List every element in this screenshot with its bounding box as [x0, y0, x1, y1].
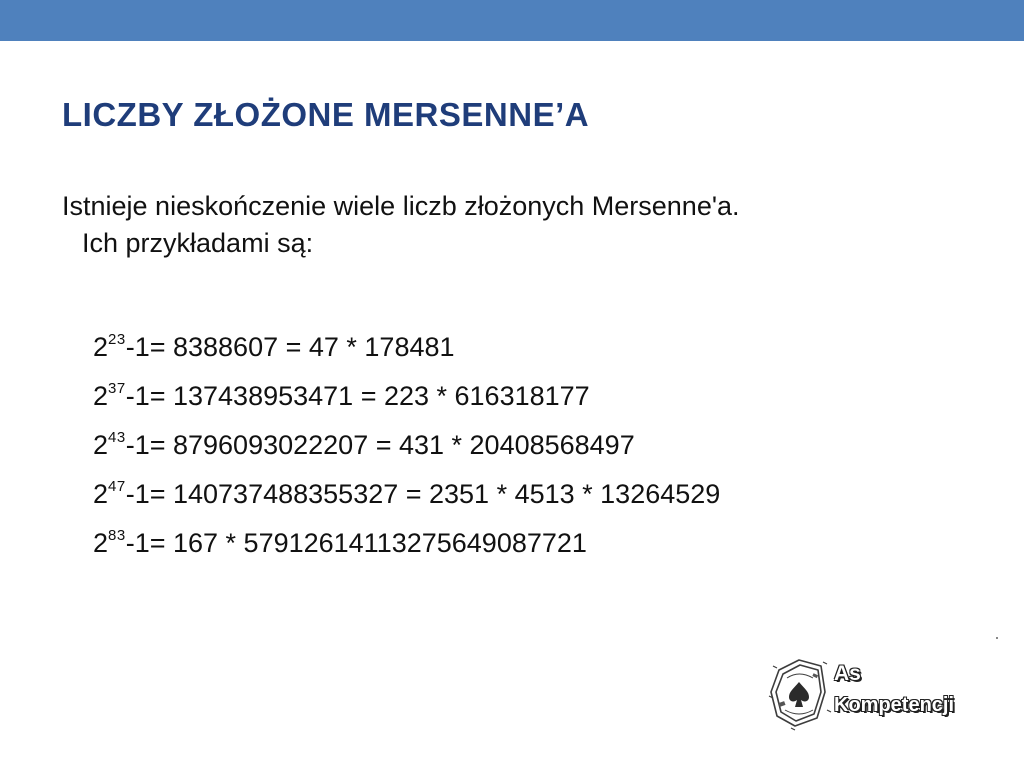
example-exponent: 23 [108, 331, 126, 348]
example-base: 2 [93, 430, 109, 460]
example-exponent: 47 [108, 478, 126, 495]
example-expression: -1= 167 * 57912614113275649087721 [125, 528, 587, 558]
mersenne-examples-list [93, 328, 720, 573]
example-expression: -1= 8388607 = 47 * 178481 [125, 332, 455, 362]
slide-title: LICZBY ZŁOŻONE MERSENNE’A [62, 96, 590, 133]
top-accent-bar [0, 0, 1024, 41]
example-item [93, 524, 720, 573]
example-base: 2 [93, 381, 109, 411]
example-item [93, 426, 720, 475]
example-exponent: 43 [108, 429, 126, 446]
example-expression: -1= 140737488355327 = 2351 * 4513 * 13264529 [125, 479, 721, 509]
example-item [93, 328, 720, 377]
intro-line-1: Istnieje nieskończenie wiele liczb złożonych Mersenne'a. [62, 191, 740, 221]
example-exponent: 37 [108, 380, 126, 397]
as-kompetencji-logo [765, 652, 990, 732]
ace-of-spades-card-icon [765, 652, 837, 732]
example-base: 2 [93, 479, 109, 509]
example-item [93, 377, 720, 426]
intro-paragraph [62, 188, 740, 262]
example-exponent: 83 [108, 527, 126, 544]
example-item [93, 475, 720, 524]
logo-text-as: As [834, 662, 861, 685]
example-base: 2 [93, 528, 109, 558]
example-expression: -1= 8796093022207 = 431 * 20408568497 [125, 430, 635, 460]
example-expression: -1= 137438953471 = 223 * 616318177 [125, 381, 590, 411]
logo-text-kompetencji: Kompetencji [834, 694, 955, 716]
intro-line-2: Ich przykładami są: [82, 228, 314, 258]
example-base: 2 [93, 332, 109, 362]
decorative-dot [996, 637, 998, 639]
